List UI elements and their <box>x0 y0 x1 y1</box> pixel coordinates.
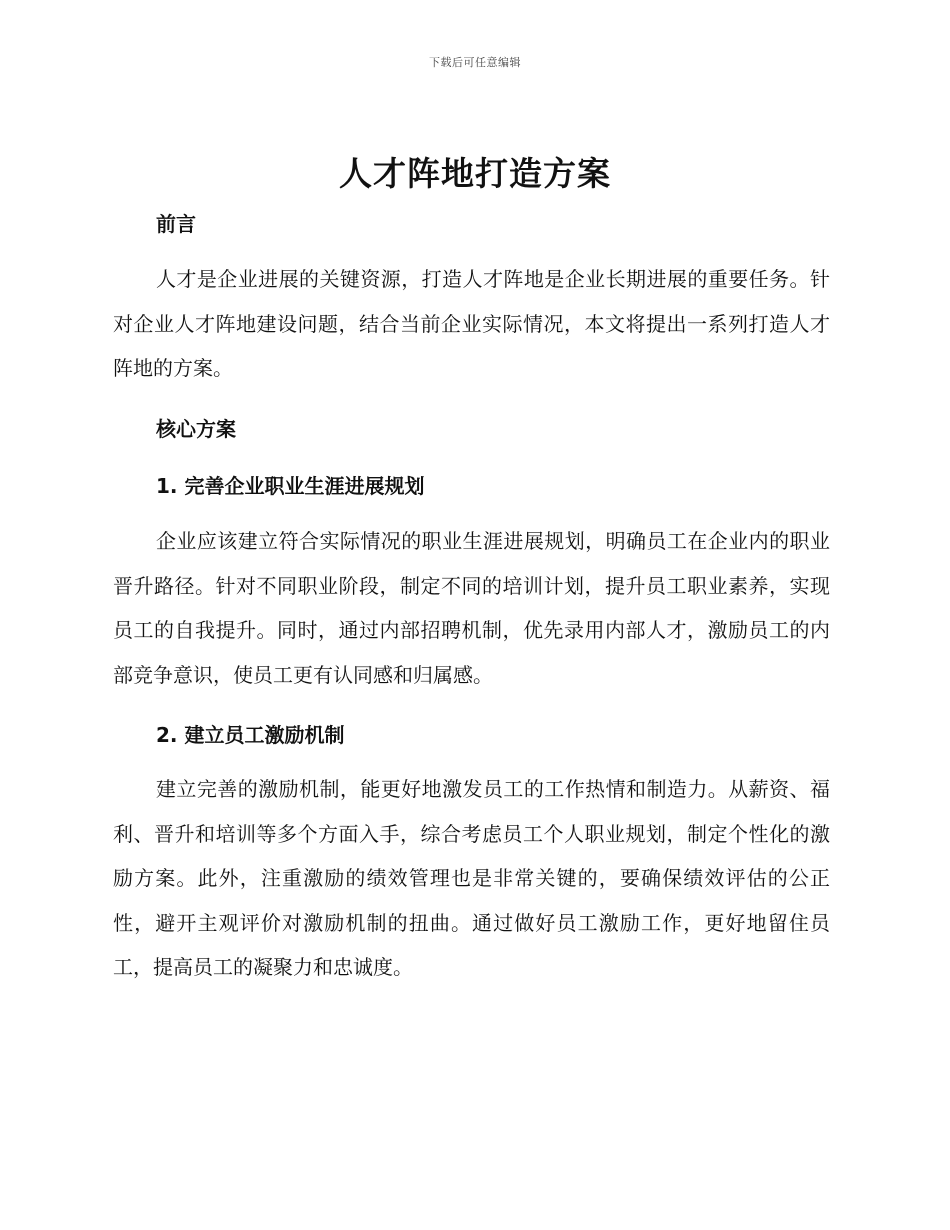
section-1-heading: 1. 完善企业职业生涯进展规划 <box>156 474 425 498</box>
header-note: 下载后可任意编辑 <box>429 56 521 69</box>
section-1-paragraph: 企业应该建立符合实际情况的职业生涯进展规划，明确员工在企业内的职业晋升路径。针对不同职业阶段，制定不同的培训计划，提升员工职业素养，实现员工的自我提升。同时，通过内部招聘机制，优先录用内部人才，激励员工的内部竞争意识，使员工更有认同感和归属感。 <box>113 529 830 687</box>
section-2-paragraph: 建立完善的激励机制，能更好地激发员工的工作热情和制造力。从薪资、福利、晋升和培训等多个方面入手，综合考虑员工个人职业规划，制定个性化的激励方案。此外，注重激励的绩效管理也是非常关键的，要确保绩效评估的公正性，避开主观评价对激励机制的扭曲。通过做好员工激励工作，更好地留住员工，提高员工的凝聚力和忠诚度。 <box>113 777 830 979</box>
core-plan-heading: 核心方案 <box>156 417 236 441</box>
preface-paragraph: 人才是企业进展的关键资源，打造人才阵地是企业长期进展的重要任务。针对企业人才阵地建设问题，结合当前企业实际情况，本文将提出一系列打造人才阵地的方案。 <box>113 267 830 380</box>
section-2-heading: 2. 建立员工激励机制 <box>156 723 345 747</box>
document-title: 人才阵地打造方案 <box>339 154 611 193</box>
preface-heading: 前言 <box>156 212 196 236</box>
